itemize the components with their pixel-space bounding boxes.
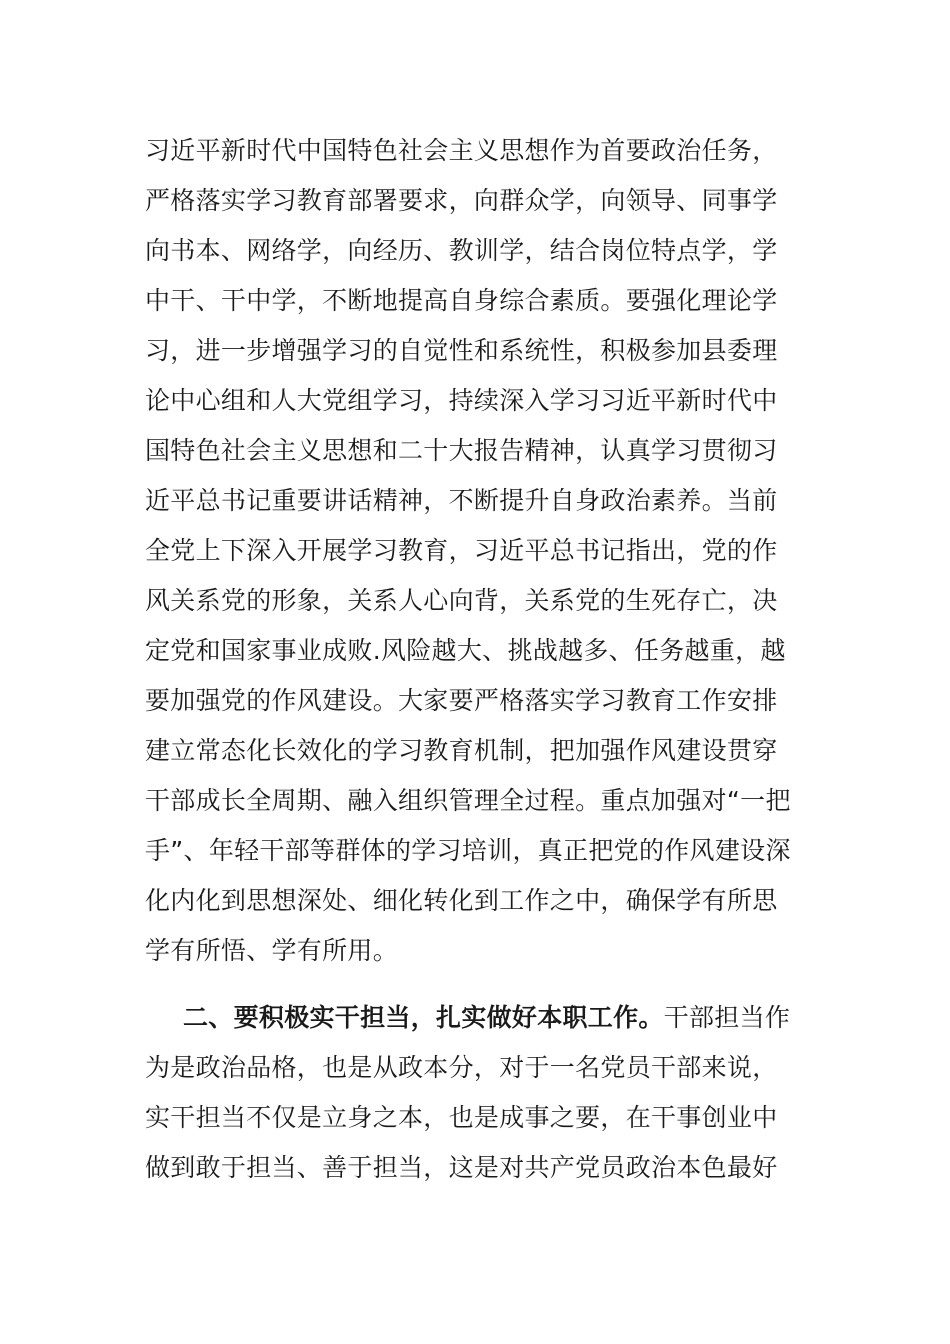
- paragraph-2-line-1: [145, 993, 825, 1043]
- paragraph-1-line-14: 干部成长全周期、融入组织管理全过程。重点加强对“一把: [145, 786, 791, 815]
- paragraph-1-line-2: 严格落实学习教育部署要求，向群众学，向领导、同事学: [145, 186, 778, 215]
- paragraph-1-line-12: 要加强党的作风建设。大家要严格落实学习教育工作安排: [145, 686, 778, 715]
- section-heading: 二、要积极实干担当，扎实做好本职工作。: [183, 1003, 664, 1032]
- paragraph-2-line-4: 做到敢于担当、善于担当，这是对共产党员政治本色最好: [145, 1153, 778, 1182]
- paragraph-1-line-15: 手”、年轻干部等群体的学习培训，真正把党的作风建设深: [145, 836, 791, 865]
- paragraph-1-line-7: 国特色社会主义思想和二十大报告精神，认真学习贯彻习: [145, 436, 778, 465]
- paragraph-1-line-5: 习，进一步增强学习的自觉性和系统性，积极参加县委理: [145, 336, 778, 365]
- paragraph-2-line-1-rest: 干部担当作: [663, 1003, 791, 1032]
- paragraph-1-line-13: 建立常态化长效化的学习教育机制，把加强作风建设贯穿: [145, 736, 778, 765]
- paragraph-1-line-3: 向书本、网络学，向经历、教训学，结合岗位特点学，学: [145, 236, 778, 265]
- paragraph-1-line-10: 风关系党的形象，关系人心向背，关系党的生死存亡，决: [145, 586, 778, 615]
- paragraph-1-line-16: 化内化到思想深处、细化转化到工作之中，确保学有所思: [145, 886, 778, 915]
- paragraph-1-line-4: 中干、干中学，不断地提高自身综合素质。要强化理论学: [145, 286, 778, 315]
- paragraph-1-line-11: 定党和国家事业成败.风险越大、挑战越多、任务越重，越: [145, 636, 786, 665]
- paragraph-1-line-1: 习近平新时代中国特色社会主义思想作为首要政治任务，: [145, 136, 778, 165]
- paragraph-1-line-17: 学有所悟、学有所用。: [145, 936, 399, 965]
- paragraph-1-line-6: 论中心组和人大党组学习，持续深入学习习近平新时代中: [145, 386, 778, 415]
- paragraph-2-line-2: 为是政治品格，也是从政本分，对于一名党员干部来说，: [145, 1053, 778, 1082]
- paragraph-gap: [145, 976, 825, 993]
- paragraph-1-line-8: 近平总书记重要讲话精神，不断提升自身政治素养。当前: [145, 486, 778, 515]
- paragraph-2-line-3: 实干担当不仅是立身之本，也是成事之要，在干事创业中: [145, 1103, 778, 1132]
- paragraph-1-line-9: 全党上下深入开展学习教育，习近平总书记指出，党的作: [145, 536, 778, 565]
- document-body: [145, 126, 825, 1193]
